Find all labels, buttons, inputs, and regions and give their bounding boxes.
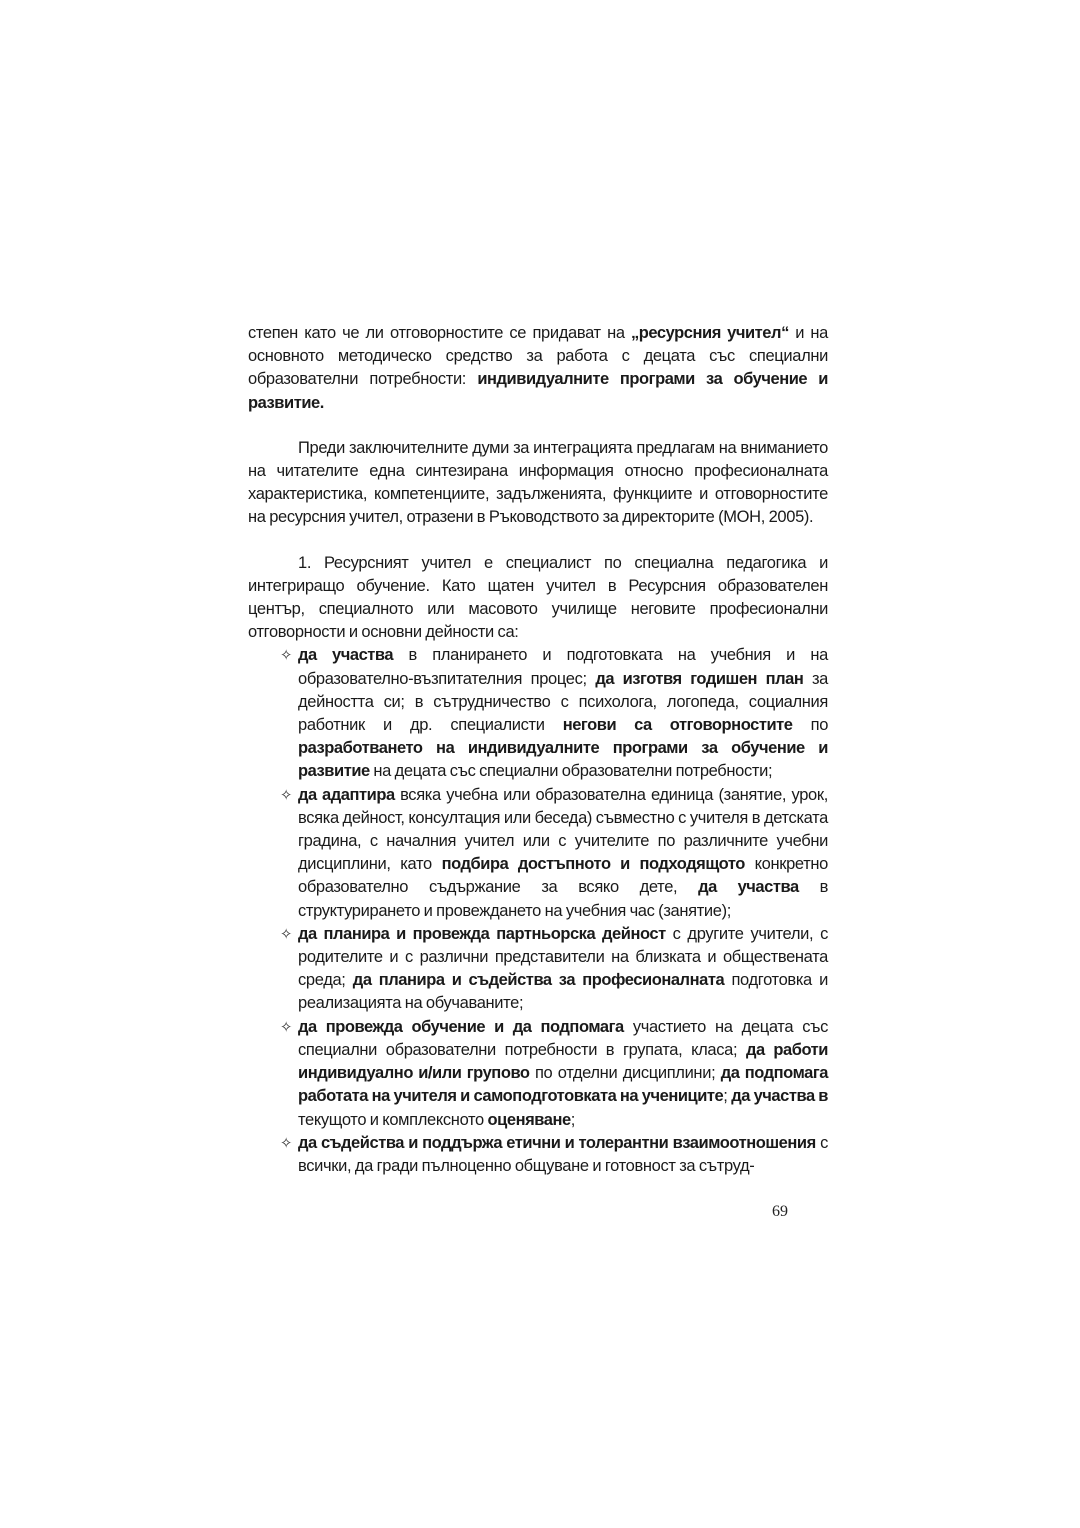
text-run: по bbox=[792, 716, 829, 735]
text-run: по отделни дисциплини; bbox=[529, 1064, 721, 1083]
bold-text: негови са отговорностите bbox=[562, 716, 793, 735]
paragraph-resource-teacher bbox=[248, 552, 828, 645]
list-item-text bbox=[298, 786, 828, 920]
sparkle-bullet-icon: ✧ bbox=[279, 785, 293, 804]
sparkle-bullet-icon: ✧ bbox=[279, 1133, 293, 1152]
list-item-text bbox=[298, 1134, 828, 1175]
bold-text: индивидуалните програми за обучение и развитие. bbox=[248, 370, 829, 412]
bold-text: да планира и съдейства за професионалната bbox=[352, 971, 725, 990]
duties-list bbox=[248, 644, 828, 1178]
text-run: за дейността си; в сътрудничество с психолога, логопеда, социалния работник и др. специалисти bbox=[298, 669, 828, 735]
text-run: в планирането и подготовката на учебния и на образователно-възпитателния процес; bbox=[298, 646, 828, 688]
sparkle-bullet-icon: ✧ bbox=[279, 646, 293, 665]
bold-text: да участва в bbox=[731, 1087, 829, 1106]
text-run: на децата със специални образователни потребности; bbox=[369, 762, 773, 781]
bold-text: да изготвя годишен план bbox=[595, 669, 804, 688]
text-run: с всички, да гради пълноценно общуване и готовност за сътруд- bbox=[298, 1133, 828, 1175]
text-run: 1. Ресурсният учител е специалист по специална педагогика и интегриращо обучение. Като щатен учител в Ресурсния образователен център, специалното или масовото училище неговите професионални отговорности и основни дейности са: bbox=[248, 553, 828, 642]
text-run: участието на децата със специални образователни потребности в групата, класа; bbox=[298, 1017, 828, 1059]
text-run: ; bbox=[570, 1110, 575, 1129]
bold-text: да провежда обучение и да подпомага bbox=[298, 1017, 624, 1036]
sparkle-bullet-icon: ✧ bbox=[279, 924, 293, 943]
bold-text: да съдейства и поддържа етични и толерантни взаимоотношения bbox=[298, 1133, 816, 1152]
paragraph-synthesis bbox=[248, 437, 828, 530]
bold-text: да планира и провежда партньорска дейност bbox=[298, 924, 666, 943]
paragraph-gap bbox=[248, 530, 828, 552]
text-run: ; bbox=[723, 1087, 732, 1106]
bold-text: да адаптира bbox=[298, 785, 395, 804]
text-run: степен като че ли отговорностите се придават на bbox=[248, 324, 631, 342]
main-text bbox=[248, 322, 828, 1178]
text-run: и на основното методическо средство за работа с децата със специални образователни потребности: bbox=[248, 324, 828, 389]
list-item-text bbox=[298, 1018, 828, 1129]
sparkle-bullet-icon: ✧ bbox=[279, 1017, 293, 1036]
text-run: в структурирането и провеждането на учебния час (занятие); bbox=[298, 878, 828, 920]
paragraph-gap bbox=[248, 415, 828, 437]
bold-text: да работи индивидуално и/или групово bbox=[298, 1040, 828, 1083]
text-run: всяка учебна или образователна единица (занятие, урок, всяка дейност, консултация или беседа) съвместно с учителя в детската градина, с началния учител или с учителите по различните учебни дисциплини, като bbox=[298, 785, 828, 874]
list-item bbox=[279, 923, 829, 1016]
bold-text: „ресурсния учител“ bbox=[630, 324, 789, 342]
bold-text: разработването на индивидуалните програми за обучение и развитие bbox=[298, 739, 828, 781]
text-run: подготовка и реализацията на обучаваните; bbox=[298, 971, 829, 1013]
text-run: конкретно образователно съдържание за всяко дете, bbox=[298, 855, 828, 897]
list-item-text bbox=[298, 925, 828, 1013]
list-item bbox=[279, 644, 829, 783]
bold-text: да участва bbox=[698, 878, 799, 897]
list-item bbox=[279, 1016, 829, 1132]
paragraph-intro bbox=[248, 322, 828, 415]
bold-text: подбира достъпното и подходящото bbox=[441, 855, 745, 874]
list-item-text bbox=[298, 646, 828, 780]
page-number: 69 bbox=[772, 1203, 788, 1220]
bold-text: оценяване bbox=[487, 1110, 571, 1129]
bold-text: да участва bbox=[298, 646, 394, 665]
list-item bbox=[279, 784, 828, 923]
list-item bbox=[279, 1132, 828, 1178]
bold-text: да подпомага работата на учителя и самоподготовката на учениците bbox=[298, 1064, 829, 1106]
text-run: текущото и комплексното bbox=[298, 1110, 488, 1129]
text-run: Преди заключителните думи за интеграцията предлагам на вниманието на читателите една синтезирана информация относно професионалната характеристика, компетенциите, задълженията, функциите и отговорностите на ресурсния учител, отразени в Ръководството за директорите (МОН, 2005). bbox=[248, 438, 828, 527]
text-run: с другите учители, с родителите и с различни представители на близката и обществената среда; bbox=[298, 924, 829, 990]
